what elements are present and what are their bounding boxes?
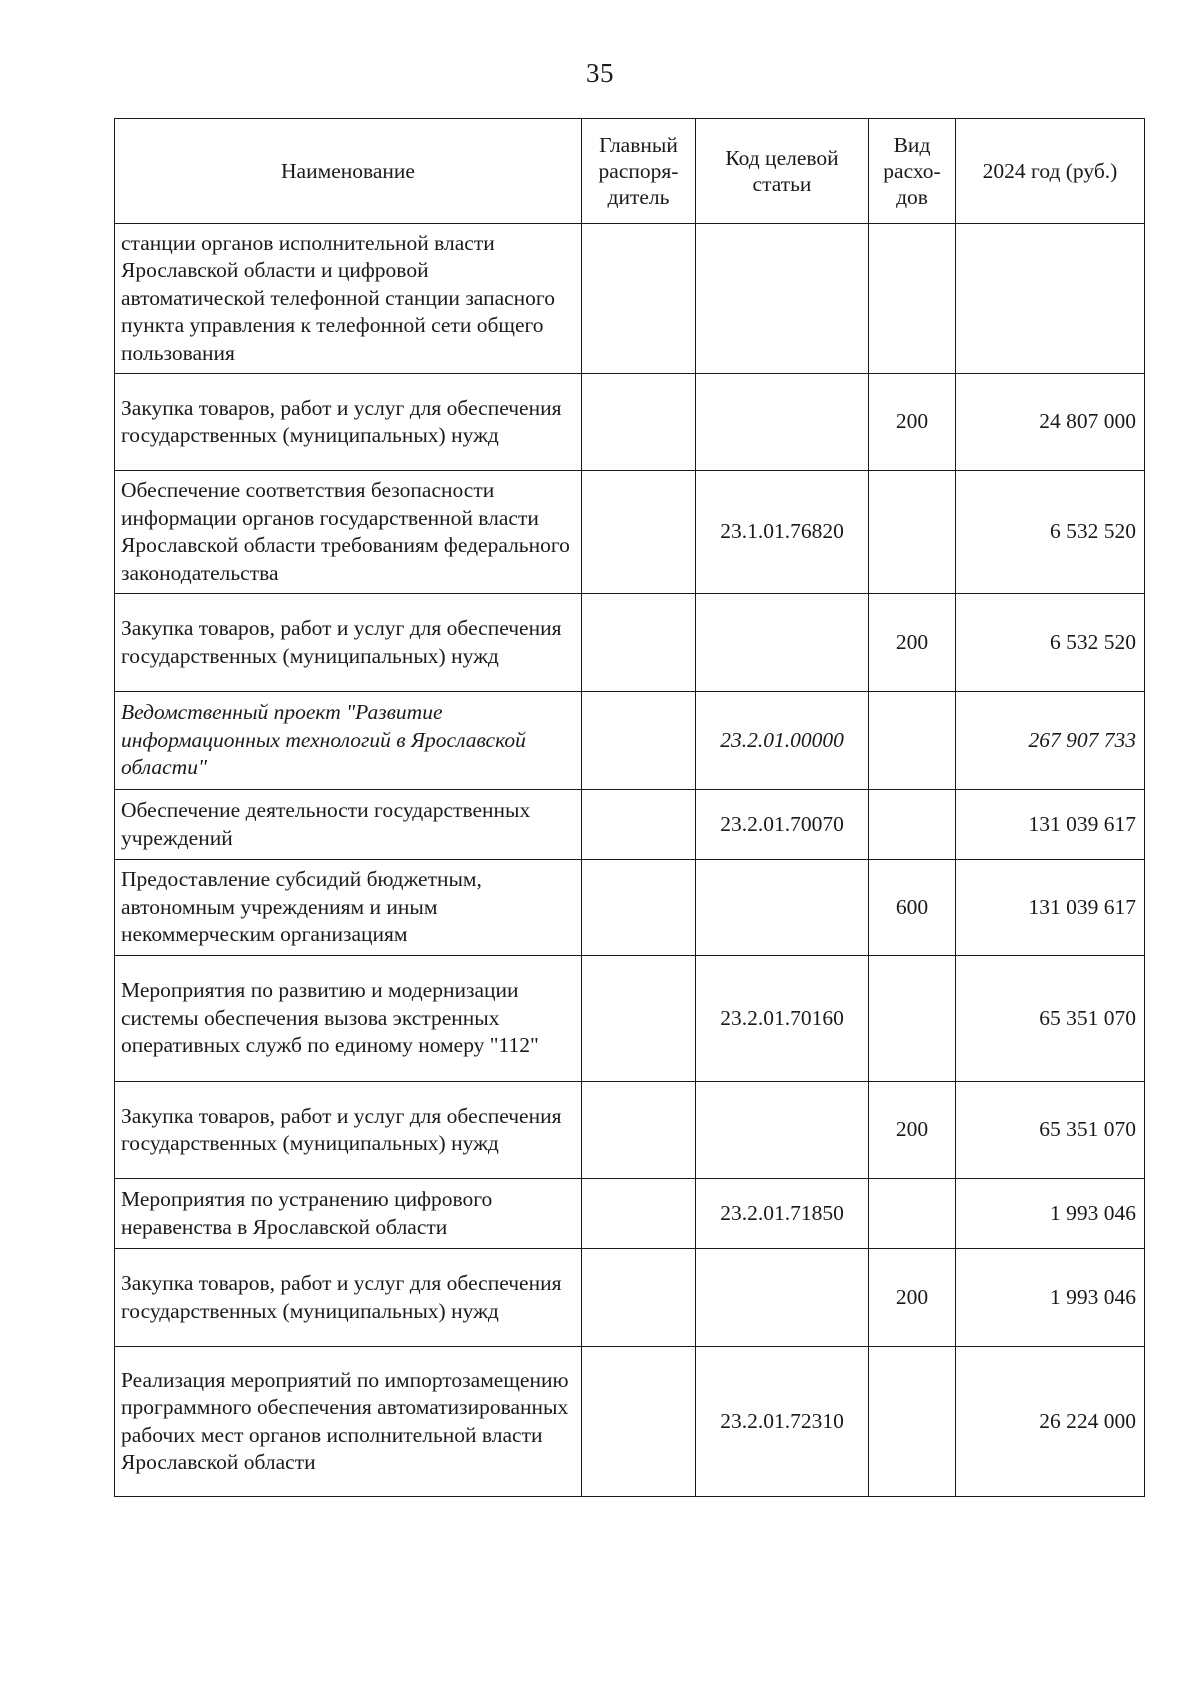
table-row: [115, 692, 1145, 790]
cell-amount: 1 993 046: [956, 1249, 1145, 1347]
cell-amount: 24 807 000: [956, 374, 1145, 471]
cell-amount: 6 532 520: [956, 471, 1145, 594]
cell-kind: 200: [869, 1082, 956, 1179]
cell-admin: [582, 374, 696, 471]
cell-name: Предоставление субсидий бюджетным, автономным учреждениям и иным некоммерческим организациям: [115, 860, 582, 956]
cell-code: [696, 594, 869, 692]
cell-name: станции органов исполнительной власти Ярославской области и цифровой автоматической телефонной станции запасного пункта управления к телефонной сети общего пользования: [115, 224, 582, 374]
cell-name: Мероприятия по устранению цифрового неравенства в Ярославской области: [115, 1179, 582, 1249]
cell-name: Обеспечение деятельности государственных учреждений: [115, 790, 582, 860]
cell-admin: [582, 1249, 696, 1347]
cell-admin: [582, 790, 696, 860]
header-amount: 2024 год (руб.): [956, 119, 1145, 224]
cell-kind: 200: [869, 594, 956, 692]
cell-kind: 200: [869, 374, 956, 471]
budget-table: [114, 118, 1145, 1497]
table-header-row: [115, 119, 1145, 224]
cell-kind: [869, 1179, 956, 1249]
cell-amount: 65 351 070: [956, 1082, 1145, 1179]
cell-name: Закупка товаров, работ и услуг для обеспечения государственных (муниципальных) нужд: [115, 1249, 582, 1347]
cell-admin: [582, 1179, 696, 1249]
table-row: [115, 956, 1145, 1082]
cell-code: [696, 224, 869, 374]
cell-admin: [582, 692, 696, 790]
cell-amount: [956, 224, 1145, 374]
cell-admin: [582, 860, 696, 956]
table-row: [115, 1249, 1145, 1347]
table-row: [115, 790, 1145, 860]
cell-name: Закупка товаров, работ и услуг для обеспечения государственных (муниципальных) нужд: [115, 374, 582, 471]
cell-kind: [869, 790, 956, 860]
page-number: 35: [586, 58, 614, 88]
header-admin: Главный распоря-дитель: [582, 119, 696, 224]
table-row: [115, 471, 1145, 594]
cell-name: Закупка товаров, работ и услуг для обеспечения государственных (муниципальных) нужд: [115, 594, 582, 692]
cell-kind: [869, 224, 956, 374]
cell-kind: [869, 692, 956, 790]
cell-name: Реализация мероприятий по импортозамещению программного обеспечения автоматизированных рабочих мест органов исполнительной власти Ярославской области: [115, 1347, 582, 1497]
cell-kind: 600: [869, 860, 956, 956]
table-row: [115, 1347, 1145, 1497]
header-kind: Вид расхо-дов: [869, 119, 956, 224]
cell-code: [696, 1249, 869, 1347]
cell-admin: [582, 471, 696, 594]
cell-admin: [582, 224, 696, 374]
cell-code: 23.2.01.00000: [696, 692, 869, 790]
cell-code: [696, 860, 869, 956]
cell-code: 23.2.01.70070: [696, 790, 869, 860]
cell-amount: 131 039 617: [956, 790, 1145, 860]
cell-amount: 26 224 000: [956, 1347, 1145, 1497]
cell-admin: [582, 1347, 696, 1497]
cell-code: [696, 374, 869, 471]
cell-amount: 65 351 070: [956, 956, 1145, 1082]
cell-code: [696, 1082, 869, 1179]
cell-kind: 200: [869, 1249, 956, 1347]
cell-code: 23.2.01.70160: [696, 956, 869, 1082]
cell-amount: 1 993 046: [956, 1179, 1145, 1249]
cell-name: Обеспечение соответствия безопасности информации органов государственной власти Ярославской области требованиям федерального законодательства: [115, 471, 582, 594]
cell-admin: [582, 956, 696, 1082]
header-code: Код целевой статьи: [696, 119, 869, 224]
header-name: Наименование: [115, 119, 582, 224]
cell-name: Мероприятия по развитию и модернизации системы обеспечения вызова экстренных оперативных служб по единому номеру "112": [115, 956, 582, 1082]
cell-admin: [582, 1082, 696, 1179]
cell-admin: [582, 594, 696, 692]
table-row: [115, 594, 1145, 692]
table-row: [115, 224, 1145, 374]
cell-kind: [869, 1347, 956, 1497]
table-row: [115, 860, 1145, 956]
cell-name: Закупка товаров, работ и услуг для обеспечения государственных (муниципальных) нужд: [115, 1082, 582, 1179]
table-row: [115, 374, 1145, 471]
cell-amount: 131 039 617: [956, 860, 1145, 956]
table-row: [115, 1179, 1145, 1249]
cell-name: Ведомственный проект "Развитие информационных технологий в Ярославской области": [115, 692, 582, 790]
cell-amount: 267 907 733: [956, 692, 1145, 790]
cell-code: 23.2.01.71850: [696, 1179, 869, 1249]
cell-kind: [869, 471, 956, 594]
table-row: [115, 1082, 1145, 1179]
cell-code: 23.2.01.72310: [696, 1347, 869, 1497]
cell-code: 23.1.01.76820: [696, 471, 869, 594]
cell-kind: [869, 956, 956, 1082]
cell-amount: 6 532 520: [956, 594, 1145, 692]
